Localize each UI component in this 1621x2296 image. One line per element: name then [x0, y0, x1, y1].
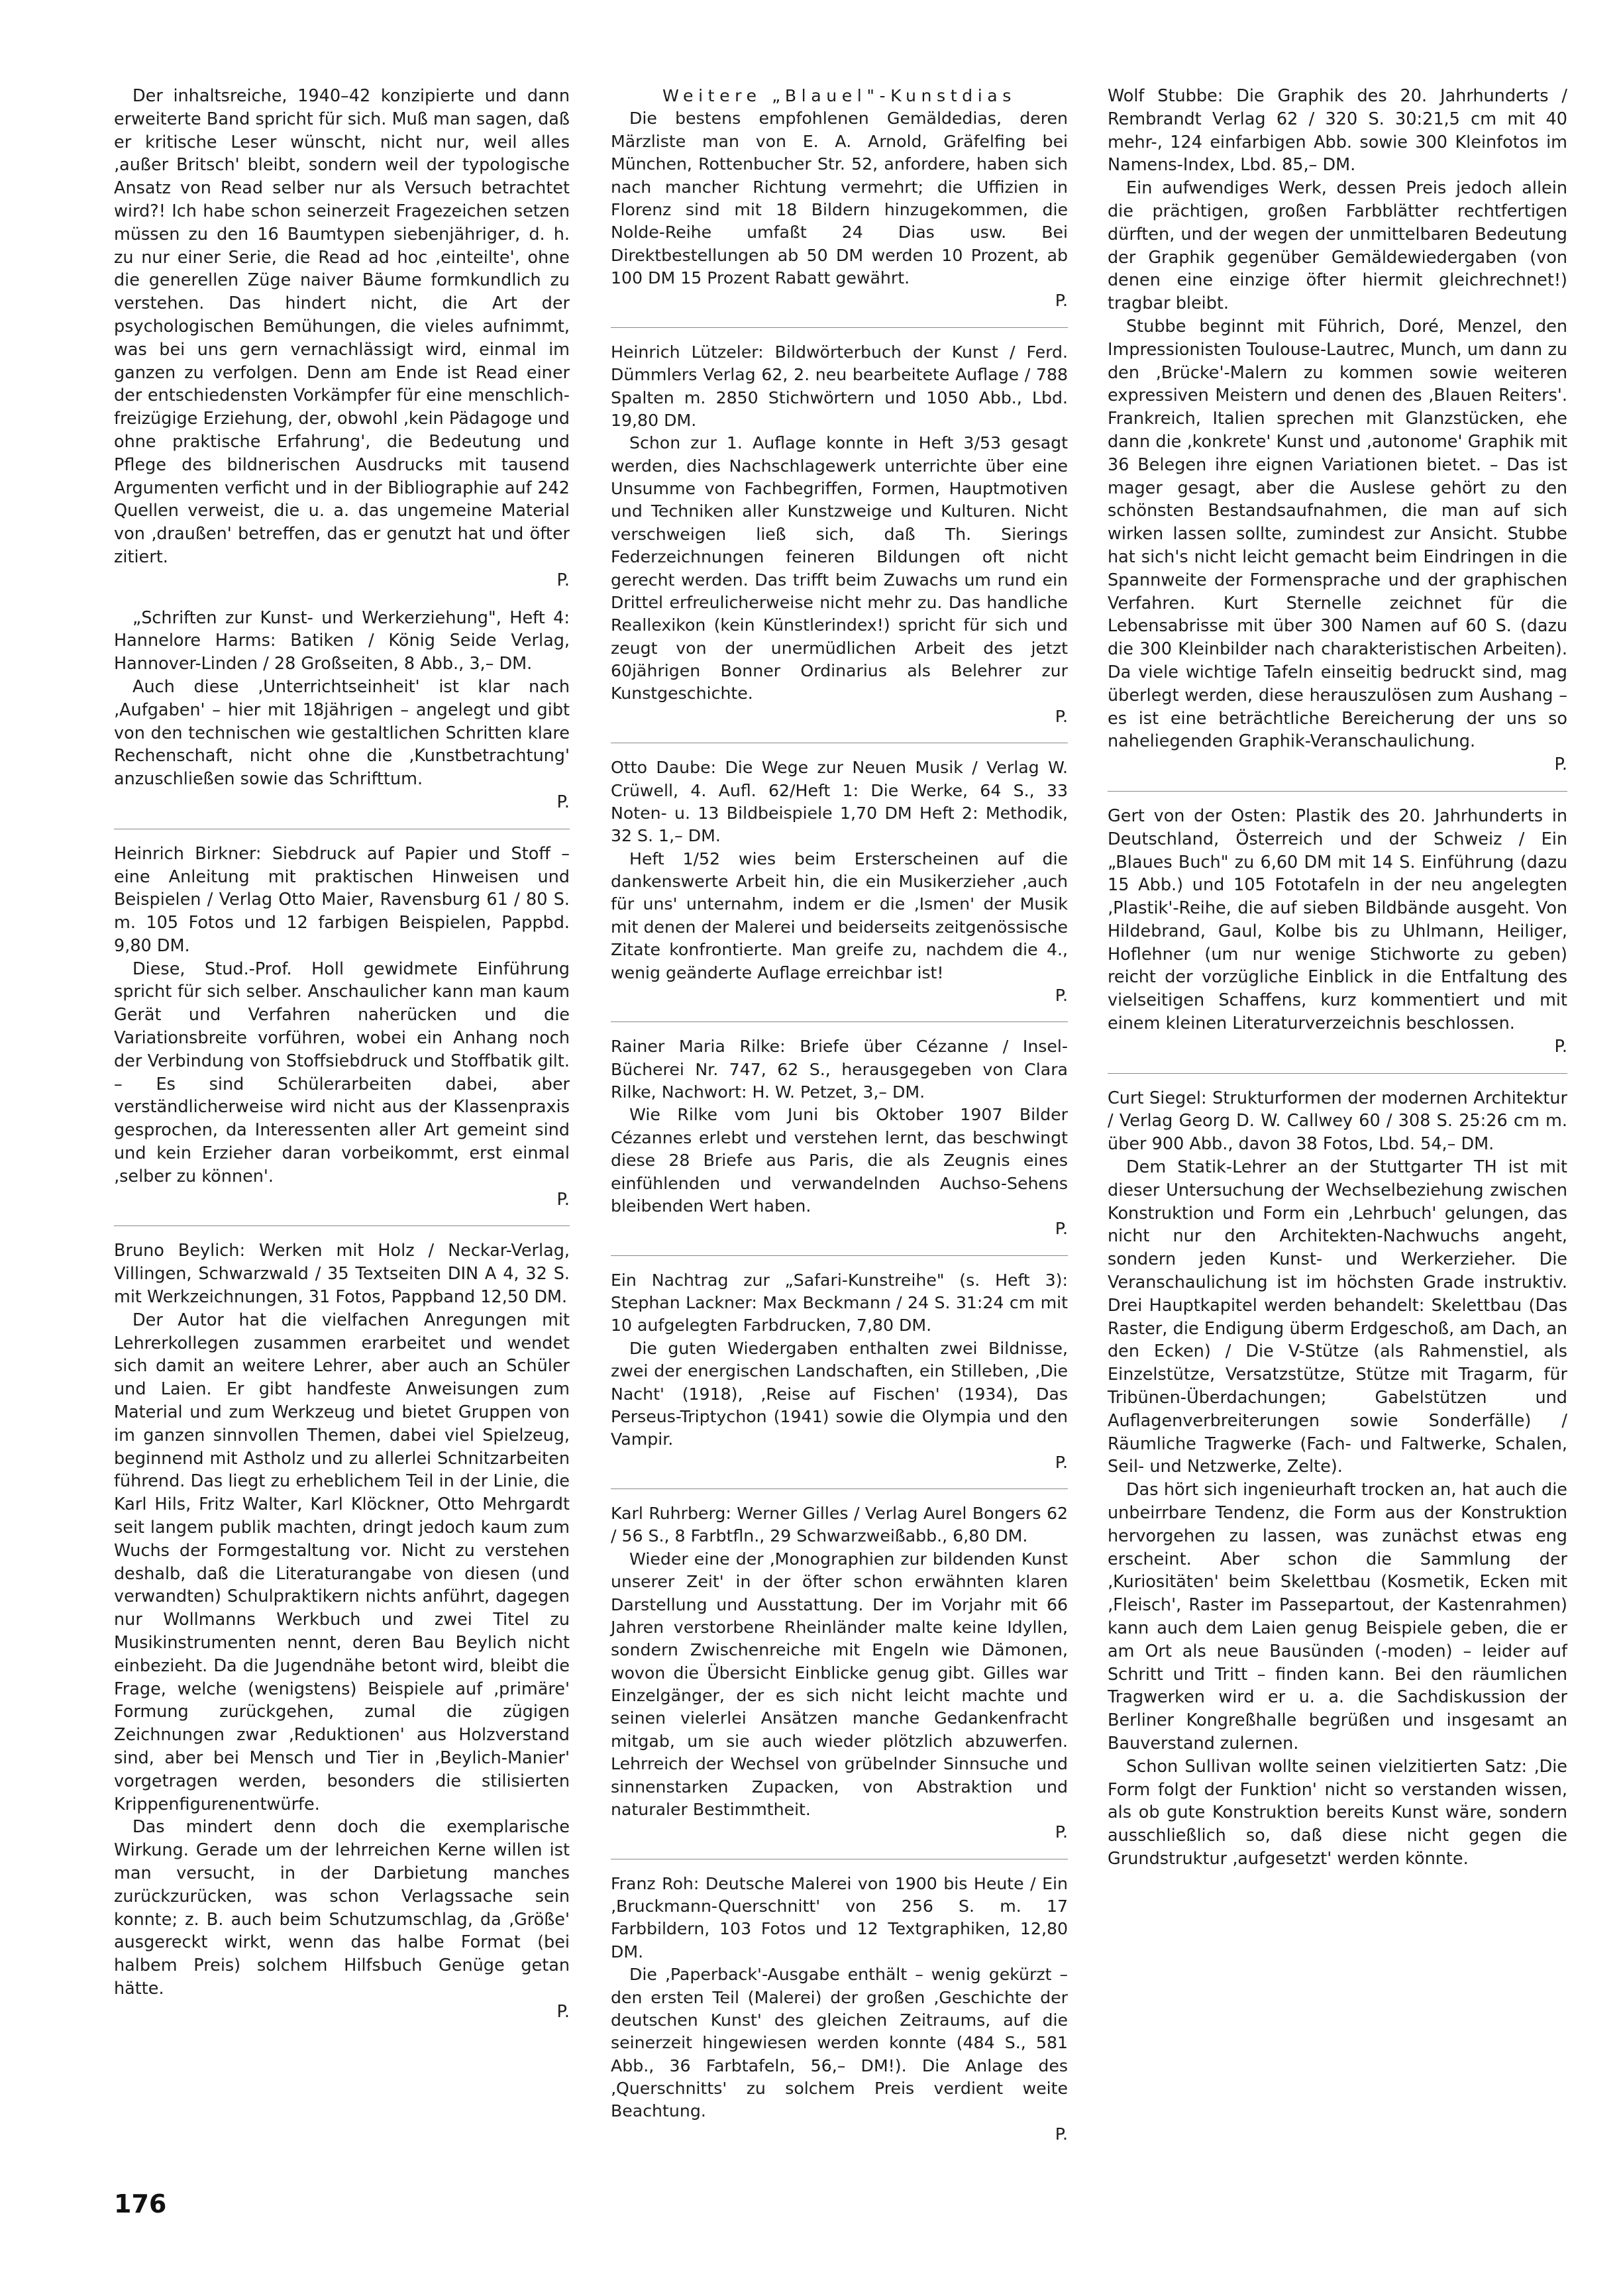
- paragraph: Ein Nachtrag zur „Safari-Kunstreihe" (s. Heft 3): Stephan Lackner: Max Beckmann / 24 S. 31:24 cm mit 10 aufgelegten Farbdrucken, 7,80 DM.: [611, 1270, 1068, 1335]
- paragraph: Otto Daube: Die Wege zur Neuen Musik / Verlag W. Crüwell, 4. Aufl. 62/Heft 1: Die Werke, 64 S., 33 Noten- u. 13 Bildbeispiele 1,70 DM Heft 2: Methodik, 32 S. 1,– DM.: [611, 758, 1068, 846]
- review-entry: [611, 757, 1068, 1007]
- paragraph: Wieder eine der ‚Monographien zur bildenden Kunst unserer Zeit' in der öfter schon erwähnten klaren Darstellung und Ausstattung. Der im Vorjahr mit 66 Jahren verstorbene Rheinländer malte keine Idyllen, sondern Zwischenreiche mit Engeln wie Dämonen, wovon die Übersicht Einblicke genug gibt. Gilles war Einzelgänger, der es sich nicht leicht machte und seinen vielerlei Ansätzen manche Gedankenfracht mitgab, um sie auch wieder plötzlich abzuwerfen. Lehrreich der Wechsel von grübelnder Sinnsuche und sinnenstarken Zupacken, von Abstraktion und naturaler Bestimmtheit.: [611, 1549, 1068, 1819]
- entry-title: Weitere „Blauel"-Kunstdias: [662, 86, 1016, 105]
- paragraph: „Schriften zur Kunst- und Werkerziehung", Heft 4: Hannelore Harms: Batiken / König Seide Verlag, Hannover-Linden / 28 Großseiten, 8 Abb., 3,– DM.: [114, 607, 570, 674]
- paragraph: Die guten Wiedergaben enthalten zwei Bildnisse, zwei der energischen Landschaften, ein Stilleben, ‚Die Nacht' (1918), ‚Reise auf Fischen' (1934), Das Perseus-Triptychon (1941) sowie die Olympia und den Vampir.: [611, 1338, 1068, 1449]
- paragraph: Diese, Stud.-Prof. Holl gewidmete Einführung spricht für sich selber. Anschaulicher kann man kaum Gerät und Verfahren naherücken und die Variationsbreite vorführen, wobei ein Anhang noch der Verbindung von Stoffsiebdruck und Stoffbatik gilt. – Es sind Schülerarbeiten dabei, aber verständlicherweise wird nicht aus der Klassenpraxis gesprochen, da Interessenten aller Art gemeint sind und kein Erzieher daran vorbeikommt, erst einmal ‚selber zu können'.: [114, 959, 570, 1186]
- paragraph: Dem Statik-Lehrer an der Stuttgarter TH ist mit dieser Untersuchung der Wechselbeziehung zwischen Konstruktion und Form ein ‚Lehrbuch' gelungen, das nicht nur den Architekten-Nachwuchs angeht, sondern jeden Kunst- und Werkerzieher. Die Veranschaulichung ist im höchsten Grade instruktiv. Drei Hauptkapitel werden behandelt: Skelettbau (Das Raster, die Endigung überm Erdgeschoß, am Dach, an den Ecken) / Die V-Stütze (als Rahmenstiel, als Einzelstütze, Versatzstütze, Stütze mit Tragarm, für Tribünen-Überdachungen; Gabelstützen und Auflagenverbreiterungen sowie Sonderfälle) / Räumliche Tragwerke (Fach- und Faltwerke, Schalen, Seil- und Netzwerke, Zelte).: [1108, 1157, 1567, 1477]
- paragraph: Rainer Maria Rilke: Briefe über Cézanne / Insel-Bücherei Nr. 747, 62 S., herausgegeben von Clara Rilke, Nachwort: H. W. Petzet, 3,– DM.: [611, 1037, 1068, 1102]
- page-number: 176: [114, 2189, 167, 2218]
- paragraph: Wie Rilke vom Juni bis Oktober 1907 Bilder Cézannes erlebt und verstehen lernt, das beschwingt diese 28 Briefe aus Paris, die als Zeugnis eines einfühlenden und verwandelnden Auchso-Sehens bleibenden Wert haben.: [611, 1105, 1068, 1216]
- paragraph: Schon zur 1. Auflage konnte in Heft 3/53 gesagt werden, dies Nachschlagewerk unterrichte über eine Unsumme von Fachbegriffen, Formen, Hauptmotiven und Techniken aller Kunstzweige und Kulturen. Nicht verschweigen ließ sich, daß Th. Sierings Federzeichnungen feineren Bildungen oft nicht gerecht werden. Das trifft beim Zuwachs um rund ein Drittel erfreulicherweise nicht mehr zu. Das handliche Reallexikon (kein Künstlerindex!) spricht für sich und zeugt von der unermüdlichen Arbeit des jetzt 60jährigen Bonner Ordinarius als Belehrer zur Kunstgeschichte.: [611, 433, 1068, 704]
- review-entry: [611, 1035, 1068, 1240]
- paragraph: Ein aufwendiges Werk, dessen Preis jedoch allein die prächtigen, großen Farbblätter rechtfertigen dürften, und der wegen der unmittelbaren Bedeutung der Graphik gegenüber Gemäldewiedergaben (von denen eine einzige öfter hiermit gleichrechnet!) tragbar bleibt.: [1108, 178, 1567, 314]
- paragraph: Stubbe beginnt mit Führich, Doré, Menzel, den Impressionisten Toulouse-Lautrec, Munch, um dann zu den ‚Brücke'-Malern zu kommen sowie weiteren expressiven Meistern und denen des ‚Blauen Reiters'. Frankreich, Italien sprechen mit Glanzstücken, ehe dann die ‚konkrete' Kunst und ‚autonome' Graphik mit 36 Belegen ihre eignen Variationen bietet. – Das ist mager gesagt, aber die Auslese gehört zu den schönsten Bestandsaufnahmen, die man auf sich wirken lassen sollte, zumindest zur Ansicht. Stubbe hat sich's nicht leicht gemacht beim Eindringen in die Spannweite der Formensprache und der graphischen Verfahren. Kurt Sternelle zeichnet für die Lebensabrisse mit über 300 Namen auf 60 S. (dazu die 300 Kleinbilder nach charakteristischen Arbeiten). Da viele wichtige Tafeln einseitig bedruckt sind, mag überlegt werden, diese herauszulösen zum Aushang – es ist eine beträchtliche Bereicherung der uns so naheliegenden Graphik-Veranschaulichung.: [1108, 316, 1567, 752]
- reviewer-signature: P.: [1055, 1822, 1068, 1842]
- section-divider: [1108, 1073, 1567, 1074]
- reviewer-signature: P.: [556, 1189, 570, 1210]
- paragraph: Die bestens empfohlenen Gemäldedias, deren Märzliste man von E. A. Arnold, Gräfelfing bei München, Rottenbucher Str. 52, anfordere, haben sich nach mancher Richtung vermehrt; die Uffizien in Florenz sind mit 18 Bildern hinzugekommen, die Nolde-Reihe umfaßt 24 Dias usw. Bei Direktbestellungen ab 50 DM werden 10 Prozent, ab 100 DM 15 Prozent Rabatt gewährt.: [611, 109, 1068, 287]
- paragraph: Franz Roh: Deutsche Malerei von 1900 bis Heute / Ein ‚Bruckmann-Querschnitt' von 256 S. m. 17 Farbbildern, 103 Fotos und 12 Textgraphiken, 12,80 DM.: [611, 1873, 1068, 1961]
- section-divider: [611, 1021, 1068, 1022]
- reviewer-signature: P.: [556, 792, 570, 812]
- reviewer-signature: P.: [1055, 1452, 1068, 1472]
- reviewer-signature: P.: [1055, 2124, 1068, 2144]
- text-column-middle: [611, 85, 1068, 2146]
- paragraph: Heinrich Birkner: Siebdruck auf Papier und Stoff – eine Anleitung mit praktischen Hinweisen und Beispielen / Verlag Otto Maier, Ravensburg 61 / 80 S. m. 105 Fotos und 12 farbigen Beispielen, Pappbd. 9,80 DM.: [114, 843, 570, 956]
- review-entry: [1108, 805, 1567, 1059]
- paragraph: Gert von der Osten: Plastik des 20. Jahrhunderts in Deutschland, Österreich und der Schweiz / Ein „Blaues Buch" zu 6,60 DM mit 14 S. Einführung (dazu 15 Abb.) und 105 Fototafeln in der neu angelegten ‚Plastik'-Reihe, die auf sieben Bildbände ausgeht. Von Hildebrand, Gaul, Kolbe bis zu Uhlmann, Heiliger, Hoflehner (um nur wenige Stichworte zu geben) reicht der vorzügliche Einblick in die Entfaltung des vielseitigen Schaffens, kurz kommentiert und mit einem kleinen Literaturverzeichnis beschlossen.: [1108, 806, 1567, 1034]
- reviewer-signature: P.: [556, 570, 570, 590]
- paragraph: Schon Sullivan wollte seinen vielzitierten Satz: ‚Die Form folgt der Funktion' nicht so verstanden wissen, als ob gute Konstruktion bereits Kunst wäre, sondern ausschließlich so, daß diese nicht gegen die Grundstruktur ‚aufgesetzt' werden könnte.: [1108, 1756, 1567, 1869]
- paragraph: Heft 1/52 wies beim Ersterscheinen auf die dankenswerte Arbeit hin, die ein Musikerzieher ‚auch für uns' unternahm, indem er die ‚Ismen' der Musik mit denen der Malerei und beiderseits zeitgenössische Zitate konfrontierte. Man greife zu, nachdem die 4., wenig geänderte Auflage erreichbar ist!: [611, 849, 1068, 982]
- review-entry: [114, 1239, 570, 2023]
- paragraph: Die ‚Paperback'-Ausgabe enthält – wenig gekürzt – den ersten Teil (Malerei) der großen ‚Geschichte der deutschen Kunst' des gleichen Zeitraums, auf die seinerzeit hingewiesen werden konnte (484 S., 581 Abb., 36 Farbtafeln, 56,– DM!). Die Anlage des ‚Querschnitts' zu solchem Preis verdient weite Beachtung.: [611, 1965, 1068, 2121]
- paragraph: Curt Siegel: Strukturformen der modernen Architektur / Verlag Georg D. W. Callwey 60 / 308 S. 25:26 cm m. über 900 Abb., davon 38 Fotos, Lbd. 54,– DM.: [1108, 1088, 1567, 1155]
- review-entry: [611, 341, 1068, 728]
- review-entry: [1108, 1087, 1567, 1871]
- text-column-left: [114, 85, 570, 2024]
- review-entry: [611, 85, 1068, 313]
- reviewer-signature: P.: [1055, 291, 1068, 311]
- paragraph: Wolf Stubbe: Die Graphik des 20. Jahrhunderts / Rembrandt Verlag 62 / 320 S. 30:21,5 cm mit 40 mehr-, 124 einfarbigen Abb. sowie 300 Kleinfotos im Namens-Index, Lbd. 85,– DM.: [1108, 86, 1567, 176]
- review-entry: [114, 607, 570, 814]
- paragraph: Bruno Beylich: Werken mit Holz / Neckar-Verlag, Villingen, Schwarzwald / 35 Textseiten DIN A 4, 32 S. mit Werkzeichnungen, 31 Fotos, Pappband 12,50 DM.: [114, 1241, 570, 1308]
- review-entry: [611, 1873, 1068, 2146]
- paragraph: Auch diese ‚Unterrichtseinheit' ist klar nach ‚Aufgaben' – hier mit 18jährigen – angelegt und gibt von den technischen wie gestaltlichen Schritten klare Rechenschaft, nicht ohne die ‚Kunstbetrachtung' anzuschließen sowie das Schrifttum.: [114, 676, 570, 790]
- review-entry: [114, 85, 570, 592]
- paragraph: Das mindert denn doch die exemplarische Wirkung. Gerade um der lehrreichen Kerne willen ist man versucht, in der Darbietung manches zurückzurücken, was schon Verlagssache sein konnte; z. B. auch beim Schutzumschlag, da ‚Größe' ausgereckt wirkt, wenn das halbe Format (bei halbem Preis) solchem Hilfsbuch Genüge getan hätte.: [114, 1817, 570, 1999]
- review-entry: [611, 1269, 1068, 1474]
- section-divider: [1108, 791, 1567, 792]
- reviewer-signature: P.: [556, 2001, 570, 2022]
- reviewer-signature: P.: [1055, 1219, 1068, 1239]
- section-divider: [611, 1255, 1068, 1256]
- reviewer-signature: P.: [1554, 755, 1567, 775]
- reviewer-signature: P.: [1055, 706, 1068, 726]
- reviewer-signature: P.: [1554, 1036, 1567, 1057]
- section-divider: [611, 327, 1068, 328]
- paragraph: Das hört sich ingenieurhaft trocken an, hat auch die unbeirrbare Tendenz, die Form aus der Konstruktion hervorgehen zu lassen, was zunächst etwas eng erscheint. Aber schon die Sammlung der ‚Kuriositäten' beim Skelettbau (Kosmetik, Ecken mit ‚Fleisch', Raster im Passepartout, der Kastenrahmen) kann auch dem Laien genug Beispiele geben, die er am Ort als neue Bausünden (-moden) – leider auf Schritt und Tritt – finden kann. Bei den räumlichen Tragwerken wird er u. a. die Sachdiskussion der Berliner Kongreßhalle begrüßen und insgesamt an Bauverstand zulernen.: [1108, 1480, 1567, 1753]
- paragraph: Der inhaltsreiche, 1940–42 konzipierte und dann erweiterte Band spricht für sich. Muß man sagen, daß er kritische Leser wünscht, nicht nur, weil alles ‚außer Britsch' bleibt, sondern weil der typologische Ansatz von Read selber nur als Versuch betrachtet wird?! Ich habe schon seinerzeit Fragezeichen setzen müssen zu den 16 Baumtypen siebenjähriger, d. h. zu nur einer Serie, die Read ad hoc ‚einteilte', ohne die generellen Züge naiver Bäume formkundlich zu verstehen. Das hindert nicht, die Art der psychologischen Bemühungen, die vieles aufnimmt, was bei uns gern vernachlässigt wird, einmal im ganzen zu verfolgen. Denn am Ende ist Read einer der entschiedensten Vorkämpfer für eine menschlich-freizügige Erziehung, der, obwohl ‚kein Pädagoge und ohne praktische Erfahrung', die Bedeutung und Pflege des bildnerischen Ausdrucks mit tausend Argumenten verficht und in der Bibliographie auf 242 Quellen verweist, die u. a. das ungemeine Material von ‚draußen' betreffen, das er genutzt hat und öfter zitiert.: [114, 86, 570, 567]
- review-entry: [611, 1502, 1068, 1844]
- paragraph: Karl Ruhrberg: Werner Gilles / Verlag Aurel Bongers 62 / 56 S., 8 Farbtfln., 29 Schwarzweißabb., 6,80 DM.: [611, 1504, 1068, 1546]
- paragraph: Der Autor hat die vielfachen Anregungen mit Lehrerkollegen zusammen erarbeitet und wendet sich damit an weitere Lehrer, aber auch an Schüler und Laien. Er gibt handfeste Anweisungen zum Material und zum Werkzeug und bietet Gruppen von im ganzen sinnvollen Themen, dabei viel Spielzeug, beginnend mit Astholz und zu allerlei Schnitzarbeiten führend. Das liegt zu erheblichem Teil in der Linie, die Karl Hils, Fritz Walter, Karl Klöckner, Otto Mehrgardt seit langem publik machten, dringt jedoch kaum zum Wuchs der Formgestaltung vor. Nicht zu verstehen deshalb, daß die Literaturangabe von diesen (und verwandten) Schulpraktikern nichts anführt, dagegen nur Wollmanns Werkbuch und zwei Titel zu Musikinstrumenten nennt, deren Bau Beylich nicht einbezieht. Da die Jugendnähe betont wird, bleibt die Frage, welche (wenigstens) Beispiele auf ‚primäre' Formung zurückgehen, zumal die zügigen Zeichnungen zwar ‚Reduktionen' aus Holzverstand sind, aber bei Mensch und Tier in ‚Beylich-Manier' vorgetragen werden, besonders die stilisierten Krippenfigurenentwürfe.: [114, 1310, 570, 1814]
- section-divider: [611, 1488, 1068, 1489]
- reviewer-signature: P.: [1055, 985, 1068, 1005]
- paragraph: Heinrich Lützeler: Bildwörterbuch der Kunst / Ferd. Dümmlers Verlag 62, 2. neu bearbeitete Auflage / 788 Spalten m. 2850 Stichwörtern und 1050 Abb., Lbd. 19,80 DM.: [611, 342, 1068, 430]
- text-column-right: [1108, 85, 1567, 1871]
- review-entry: [1108, 85, 1567, 776]
- review-entry: [114, 843, 570, 1212]
